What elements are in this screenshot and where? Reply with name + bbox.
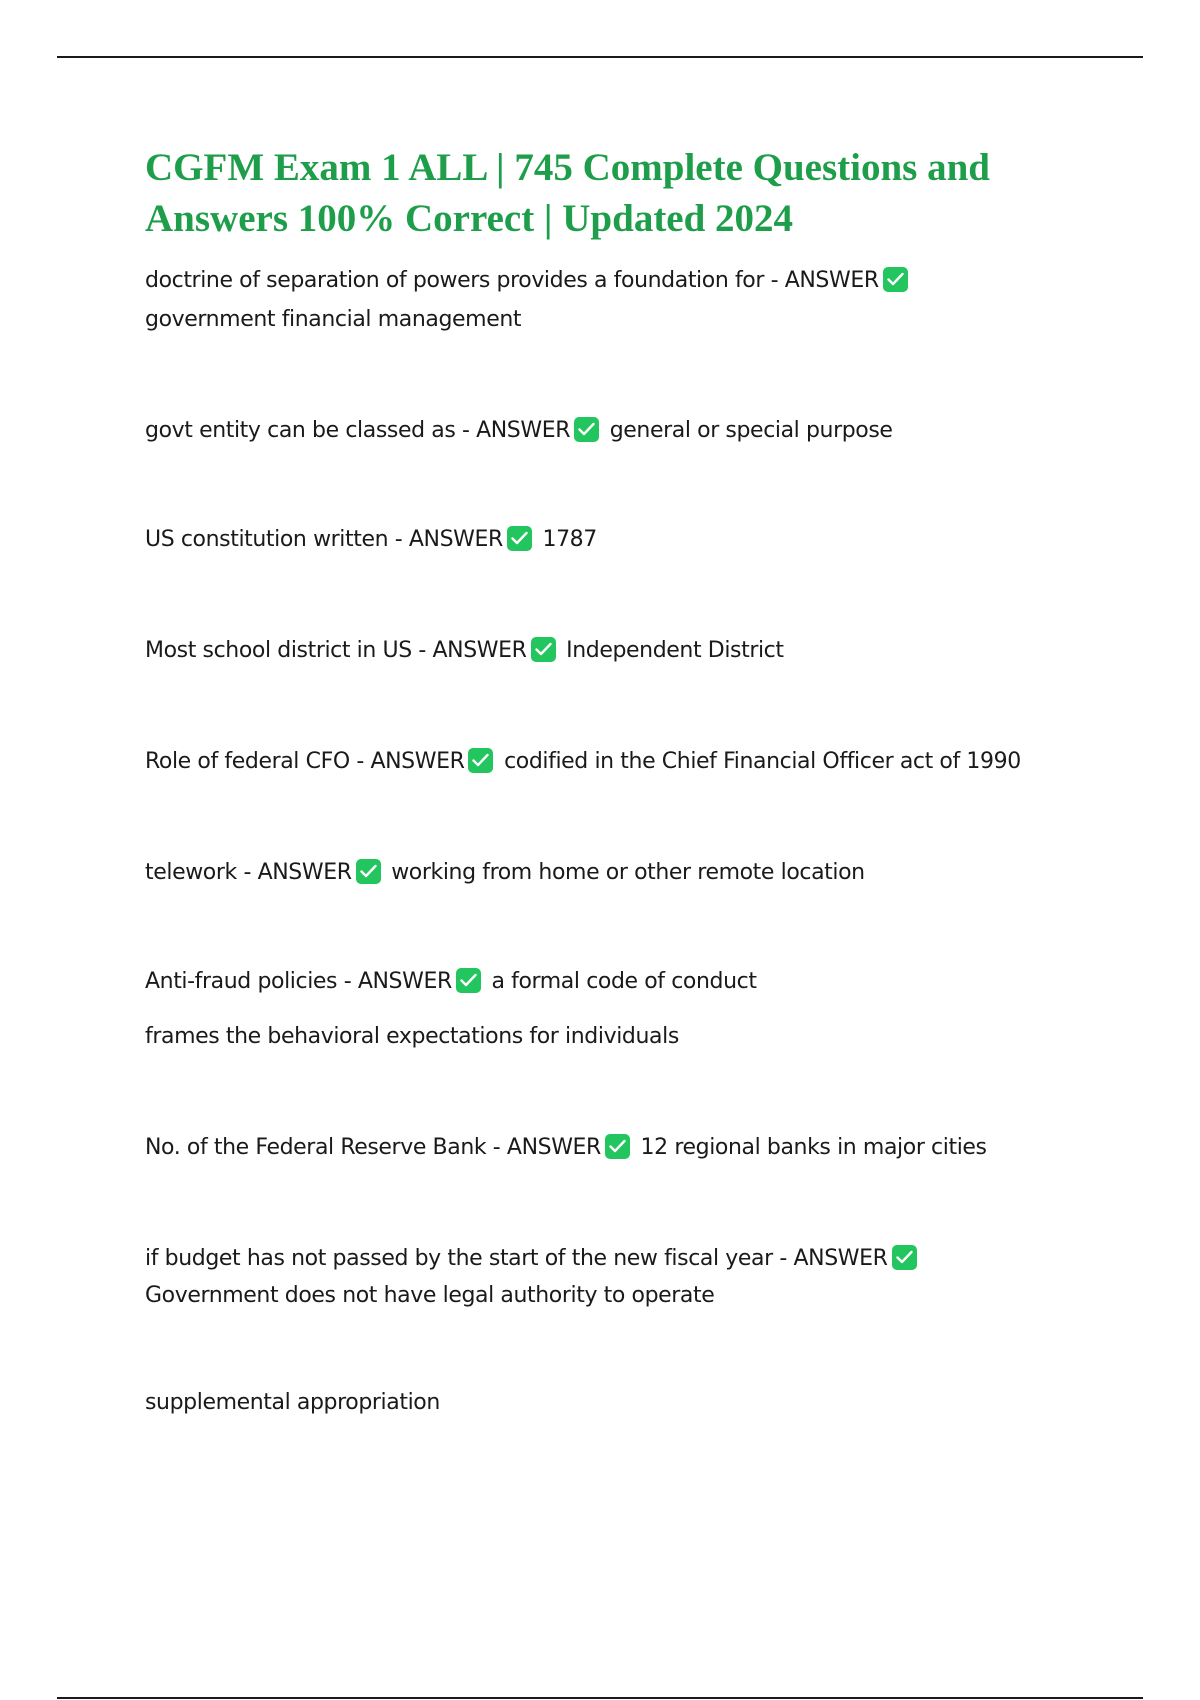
check-box-icon — [605, 1134, 630, 1159]
qa-item-1-question — [145, 266, 912, 296]
check-box-icon — [468, 748, 493, 773]
question-text: No. of the Federal Reserve Bank - ANSWER — [145, 1135, 601, 1160]
check-box-icon — [892, 1245, 917, 1270]
question-text: doctrine of separation of powers provides a foundation for - ANSWER — [145, 268, 879, 293]
question-text: telework - ANSWER — [145, 860, 352, 885]
check-box-icon — [456, 968, 481, 993]
bottom-rule — [57, 1697, 1143, 1699]
check-box-icon — [356, 859, 381, 884]
check-box-icon — [531, 637, 556, 662]
qa-item-2 — [145, 416, 893, 446]
question-text: Role of federal CFO - ANSWER — [145, 749, 465, 774]
answer-text: a formal code of conduct — [491, 969, 757, 994]
qa-item-9-answer: Government does not have legal authority to operate — [145, 1283, 715, 1308]
question-text: US constitution written - ANSWER — [145, 527, 503, 552]
qa-item-4 — [145, 636, 784, 666]
answer-text: working from home or other remote location — [391, 860, 865, 885]
qa-item-8 — [145, 1133, 987, 1163]
question-text: Anti-fraud policies - ANSWER — [145, 969, 452, 994]
qa-item-7-continuation: frames the behavioral expectations for individuals — [145, 1024, 679, 1049]
answer-text: Independent District — [566, 638, 784, 663]
qa-item-1-answer: government financial management — [145, 307, 522, 332]
trailing-text: supplemental appropriation — [145, 1390, 440, 1415]
check-box-icon — [883, 267, 908, 292]
document-title: CGFM Exam 1 ALL | 745 Complete Questions and Answers 100% Correct | Updated 2024 — [145, 146, 990, 240]
check-box-icon — [507, 526, 532, 551]
question-text: if budget has not passed by the start of the new fiscal year - ANSWER — [145, 1246, 888, 1271]
check-box-icon — [574, 417, 599, 442]
answer-text: 12 regional banks in major cities — [640, 1135, 987, 1160]
answer-text: 1787 — [542, 527, 597, 552]
qa-item-7 — [145, 967, 757, 997]
top-rule — [57, 56, 1143, 58]
answer-text: codified in the Chief Financial Officer act of 1990 — [504, 749, 1021, 774]
answer-text: general or special purpose — [609, 418, 893, 443]
qa-item-3 — [145, 525, 597, 555]
question-text: govt entity can be classed as - ANSWER — [145, 418, 571, 443]
qa-item-9-question — [145, 1244, 921, 1274]
qa-item-6 — [145, 858, 865, 888]
question-text: Most school district in US - ANSWER — [145, 638, 527, 663]
qa-item-5 — [145, 747, 1021, 777]
